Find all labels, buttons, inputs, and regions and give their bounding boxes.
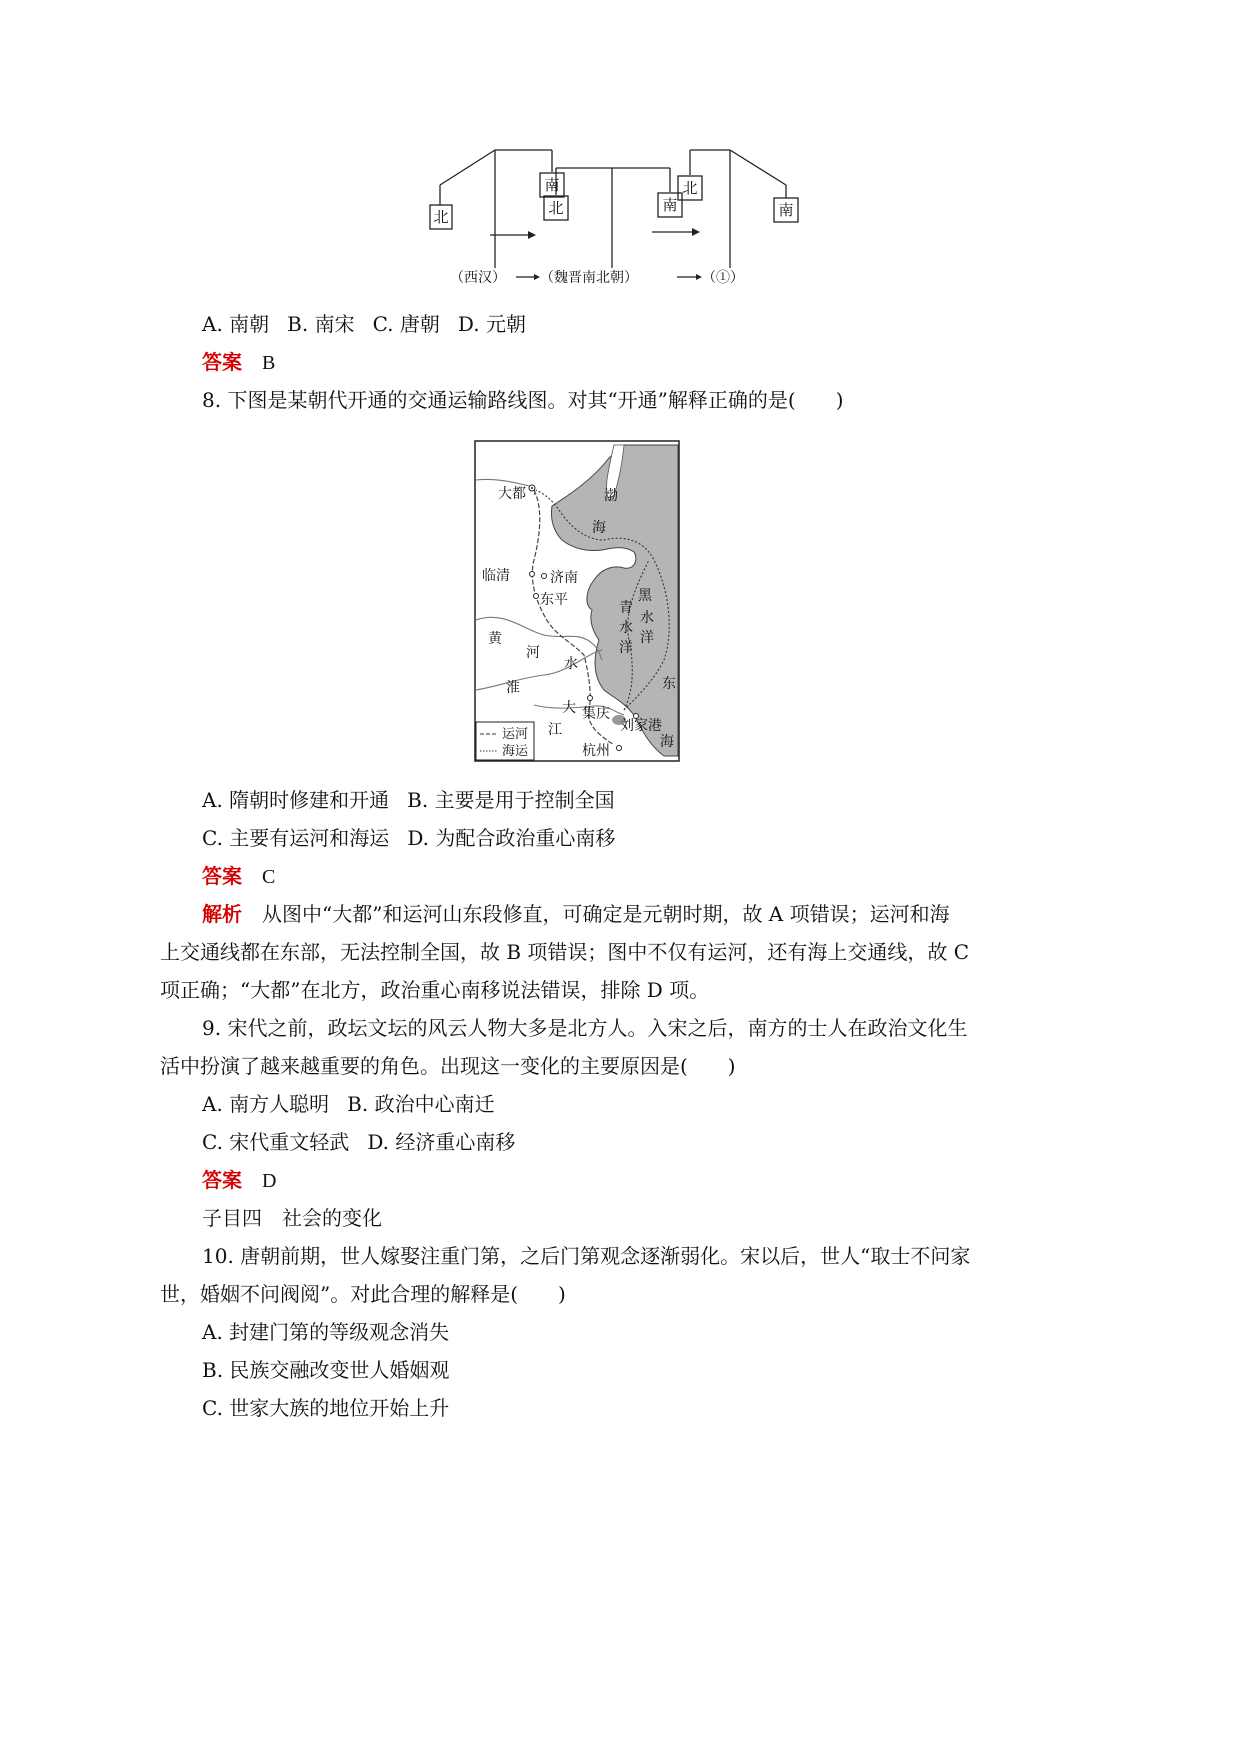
map-label-shui-2: 水 <box>640 610 654 626</box>
q9-stem-line-1: 9. 宋代之前，政坛文坛的风云人物大多是北方人。入宋之后，南方的士人在政治文化生 <box>202 1016 968 1040</box>
q9-option-a: A. 南方人聪明 <box>202 1092 330 1116</box>
map-label-da: 大 <box>562 700 576 716</box>
q8-analysis-line-3: 项正确；“大都”在北方，政治重心南移说法错误，排除 D 项。 <box>160 978 710 1002</box>
q9-stem-line-2: 活中扮演了越来越重要的角色。出现这一变化的主要原因是( ) <box>160 1054 736 1078</box>
q9-option-c: C. 宋代重文轻武 <box>202 1130 350 1154</box>
map-label-he: 河 <box>526 645 540 661</box>
analysis-label: 解析 <box>202 902 242 926</box>
legend-canal: 运河 <box>502 727 529 742</box>
map-label-hai-bohai: 海 <box>592 520 606 536</box>
map-label-jiqing: 集庆 <box>582 706 610 722</box>
q7-option-b: B. 南宋 <box>287 312 355 336</box>
map-label-hangzhou: 杭州 <box>582 743 610 759</box>
map-label-jiang: 江 <box>548 722 562 738</box>
q8-stem: 8. 下图是某朝代开通的交通运输路线图。对其“开通”解释正确的是( ) <box>202 388 844 412</box>
q8-options-row2 <box>202 824 615 852</box>
map-label-yang-1: 洋 <box>619 640 633 656</box>
caption-weijin: （魏晋南北朝） <box>540 270 638 286</box>
answer-value: B <box>262 352 276 374</box>
legend-sea-route: 海运 <box>502 744 529 759</box>
q8-option-d: D. 为配合政治重心南移 <box>407 826 616 850</box>
q7-options <box>202 310 526 338</box>
map-label-hai-donghai: 海 <box>660 734 674 750</box>
q8-option-c: C. 主要有运河和海运 <box>202 826 390 850</box>
q8-analysis-line-2: 上交通线都在东部，无法控制全国，故 B 项错误；图中不仅有运河，还有海上交通线，故 C <box>160 940 970 964</box>
analysis-text-1: 从图中“大都”和运河山东段修直，可确定是元朝时期，故 A 项错误；运河和海 <box>262 902 950 926</box>
map-label-liujiagang: 刘家港 <box>620 718 662 734</box>
answer-value: D <box>262 1170 277 1192</box>
q8-option-b: B. 主要是用于控制全国 <box>407 788 615 812</box>
box-bei-3: 北 <box>682 179 698 197</box>
map-label-linqing: 临清 <box>482 568 510 584</box>
transport-route-map <box>474 440 680 762</box>
map-label-yang-2: 洋 <box>640 630 654 646</box>
map-label-bo: 渤 <box>604 488 618 504</box>
box-nan-1: 南 <box>544 176 560 194</box>
map-label-shui-1: 水 <box>619 620 633 636</box>
caption-xihan: （西汉） <box>450 270 506 286</box>
q7-option-d: D. 元朝 <box>457 312 526 336</box>
map-label-huang: 黄 <box>488 631 502 647</box>
q9-options-row1 <box>202 1090 495 1118</box>
q8-answer <box>202 862 275 891</box>
q9-option-d: D. 经济重心南移 <box>367 1130 516 1154</box>
answer-label: 答案 <box>202 350 242 374</box>
map-label-qing: 青 <box>619 600 633 616</box>
map-label-jinan: 济南 <box>550 570 578 586</box>
box-bei-2: 北 <box>548 199 564 217</box>
q8-option-a: A. 隋朝时修建和开通 <box>202 788 390 812</box>
map-label-dadu: 大都 <box>498 486 526 502</box>
map-label-huai: 淮 <box>506 680 520 696</box>
q9-options-row2 <box>202 1128 515 1156</box>
q7-option-a: A. 南朝 <box>202 312 270 336</box>
q8-options-row1 <box>202 786 615 814</box>
caption-unknown: （①） <box>702 270 744 286</box>
q8-analysis-line-1 <box>202 900 950 928</box>
map-label-dongping: 东平 <box>540 592 568 608</box>
box-nan-2: 南 <box>662 196 678 214</box>
answer-value: C <box>262 866 276 888</box>
map-label-hei: 黑 <box>638 588 652 604</box>
q9-option-b: B. 政治中心南迁 <box>347 1092 495 1116</box>
q7-option-c: C. 唐朝 <box>372 312 440 336</box>
q7-answer <box>202 348 275 377</box>
q10-stem-line-2: 世，婚姻不问阀阅”。对此合理的解释是( ) <box>160 1282 566 1306</box>
q10-option-a: A. 封建门第的等级观念消失 <box>202 1320 450 1344</box>
section-heading: 子目四 社会的变化 <box>202 1206 382 1230</box>
box-bei-1: 北 <box>433 208 449 226</box>
map-label-dong: 东 <box>662 676 676 692</box>
box-nan-3: 南 <box>778 201 794 219</box>
q10-option-c: C. 世家大族的地位开始上升 <box>202 1396 450 1420</box>
q10-option-b: B. 民族交融改变世人婚姻观 <box>202 1358 450 1382</box>
map-label-shui-3: 水 <box>564 656 578 672</box>
balance-diagram <box>433 140 800 290</box>
answer-label: 答案 <box>202 864 242 888</box>
answer-label: 答案 <box>202 1168 242 1192</box>
q9-answer <box>202 1166 276 1195</box>
q10-stem-line-1: 10. 唐朝前期，世人嫁娶注重门第，之后门第观念逐渐弱化。宋以后，世人“取士不问家 <box>202 1244 971 1268</box>
